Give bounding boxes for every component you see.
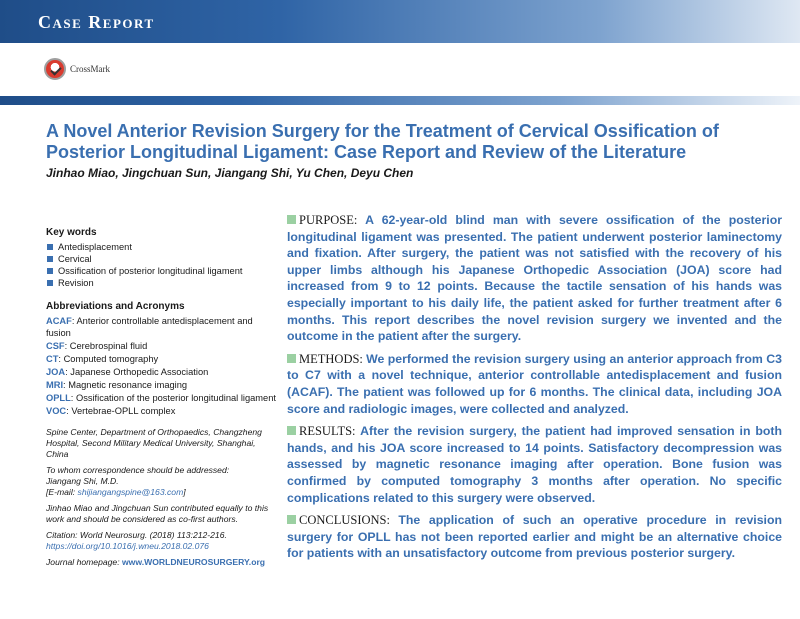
keyword-item: Cervical [46,253,276,265]
article-type-label: Case Report [38,12,155,32]
correspondence-name: Jiangang Shi, M.D. [46,476,119,486]
abstract-text: A 62-year-old blind man with severe ossification of the posterior longitudinal ligament was presented. The patient underwent posterior laminectomy and fixation. After surgery, the patient was not satisfied with the recovery of his upper limbs although his Japanese Orthopedic Association (JOA) score had increased from 9 to 12 points. Because the tactile sensation of his hands was especially important to his daily life, the patient asked for further treatment after 6 months. This report describes the novel revision surgery we invented and the outcome in the patient after the surgery. [287,213,782,344]
abstract-results [287,423,782,506]
correspondence-intro: To whom correspondence should be addressed: [46,465,230,475]
contribution-note: Jinhao Miao and Jingchuan Sun contributed equally to this work and should be considered as co-first authors. [46,503,269,524]
citation [46,530,276,552]
abstract-label: PURPOSE: [299,213,366,227]
keyword-item: Revision [46,277,276,289]
abstract [287,212,782,568]
journal-link[interactable]: www.WORLDNEUROSURGERY.org [121,557,266,567]
section-banner [0,0,800,43]
crossmark-icon [44,58,66,80]
abbreviation-text: : Japanese Orthopedic Association [65,367,209,377]
abbreviation-text: : Ossification of the posterior longitudinal ligament [70,393,276,403]
abbreviation-key: ACAF [46,316,72,326]
citation-text: Citation: World Neurosurg. (2018) 113:212-216. [46,530,227,540]
journal-homepage [46,557,276,568]
abbreviation-text: : Anterior controllable antedisplacement and fusion [46,316,253,338]
abstract-label: CONCLUSIONS: [299,513,399,528]
journal-label: Journal homepage: [46,557,122,567]
section-bullet-icon [287,354,296,363]
sidebar [46,227,276,573]
abstract-label: RESULTS: [299,424,361,439]
abbreviation-row [46,379,276,391]
abstract-text: After the revision surgery, the patient had improved sensation in both hands, and his JOA score increased to 14 points. Satisfactory decompression was assessed by magnetic resonance imaging after operation. Bone fusion was confirmed by computed tomography 3 months after operation. No specific complications related to this surgery were observed. [287,424,782,505]
abbreviation-key: CSF [46,341,65,351]
crossmark-badge[interactable] [44,56,110,82]
abstract-text: The application of such an operative procedure in revision surgery for OPLL has not been reported earlier and might be an alternative choice for patients with an unsatisfactory outcome from previous posterior surgery. [287,513,782,561]
abbreviation-row [46,405,276,417]
email-suffix: ] [183,487,186,497]
abbreviation-text: : Vertebrae-OPLL complex [66,406,176,416]
abbreviations-block [46,301,276,417]
section-bullet-icon [287,426,296,435]
abstract-purpose [287,212,782,345]
crossmark-label: CrossMark [70,64,110,74]
abbreviation-row [46,366,276,378]
section-bullet-icon [287,515,296,524]
abbreviation-text: : Computed tomography [58,354,159,364]
affiliation: Spine Center, Department of Orthopaedics, Changzheng Hospital, Second Military Medical University, Shanghai, China [46,427,262,459]
doi-link[interactable]: https://doi.org/10.1016/j.wneu.2018.02.076 [46,541,209,551]
abbreviation-row [46,392,276,404]
correspondence [46,465,276,498]
abbreviation-key: OPLL [46,393,71,403]
email-link[interactable]: shijiangangspine@163.com [77,487,184,497]
header-divider [0,96,800,105]
abbreviation-row [46,315,276,339]
abbreviation-text: : Cerebrospinal fluid [64,341,148,351]
abstract-text: We performed the revision surgery using an anterior approach from C3 to C7 with a novel technique, anterior controllable antedisplacement and fusion (ACAF). The patient was followed up for 6 months. The clinical data, including JOA score and radiologic images, were collected and analyzed. [287,351,782,416]
keywords-heading: Key words [46,227,97,238]
abstract-label: METHODS: [299,351,367,366]
keywords-list [46,241,276,289]
keyword-item: Ossification of posterior longitudinal ligament [46,265,276,277]
author-list: Jinhao Miao, Jingchuan Sun, Jiangang Shi, Yu Chen, Deyu Chen [46,166,414,180]
section-bullet-icon [287,215,296,224]
abstract-conclusions [287,512,782,562]
abstract-methods [287,351,782,417]
abbreviation-text: : Magnetic resonance imaging [63,380,188,390]
abbreviation-key: JOA [46,367,66,377]
article-title: A Novel Anterior Revision Surgery for the Treatment of Cervical Ossification of Posterior Longitudinal Ligament: Case Report and Review of the Literature [46,121,719,162]
abbreviation-row [46,340,276,352]
article-notes [46,427,276,568]
keyword-item: Antedisplacement [46,241,276,253]
abbreviation-key: CT [46,354,59,364]
email-prefix: [E-mail: [46,487,78,497]
abbreviations-heading: Abbreviations and Acronyms [46,301,185,312]
abbreviation-key: MRI [46,380,64,390]
abbreviation-key: VOC [46,406,67,416]
abbreviation-row [46,353,276,365]
